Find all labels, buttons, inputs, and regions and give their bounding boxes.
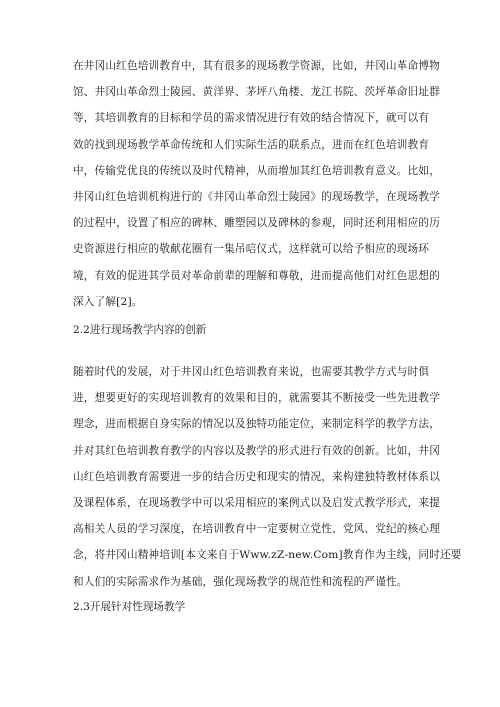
- text-line: 并对其红色培训教育教学的内容以及教学的形式进行有效的创新。比如，井冈: [73, 444, 440, 457]
- text-line: 及课程体系，在现场教学中可以采用相应的案例式以及启发式教学形式，来提: [73, 496, 440, 509]
- text-line: 馆、井冈山革命烈士陵园、黄洋界、茅坪八角楼、龙江书院、茨坪革命旧址群: [73, 86, 440, 99]
- text-line: 念，将井冈山精神培训[本文来自于Www.zZ-new.Com]教育作为主线，同时还要: [73, 549, 462, 562]
- text-line: 深入了解[2]。: [73, 295, 143, 308]
- text-line: 随着时代的发展，对于井冈山红色培训教育来说，也需要其教学方式与时俱: [73, 366, 430, 378]
- text-line: 理念，进而根据自身实际的情况以及独特功能定位，来制定科学的教学方法，: [73, 418, 440, 431]
- text-line: 高相关人员的学习深度，在培训教育中一定要树立党性、党风、党纪的核心理: [73, 523, 440, 536]
- text-line: 和人们的实际需求作为基础，强化现场教学的规范性和流程的严谨性。: [73, 575, 408, 588]
- section-heading-2-2: 2.2进行现场教学内容的创新: [73, 324, 207, 336]
- text-line: 等，其培训教育的目标和学员的需求情况进行有效的结合情况下，就可以有: [73, 112, 430, 125]
- body-paragraph-1: [73, 53, 440, 315]
- body-paragraph-2: [73, 359, 462, 595]
- text-line: 境，有效的促进其学员对革命前辈的理解和尊敬，进而提高他们对红色思想的: [73, 269, 440, 282]
- section-heading-2-3: 2.3开展针对性现场教学: [73, 601, 186, 613]
- text-line: 的过程中，设置了相应的碑林、雕塑园以及碑林的参观，同时还利用相应的历: [73, 217, 440, 230]
- text-line: 中，传输党优良的传统以及时代精神，从而增加其红色培训教育意义。比如，: [73, 164, 440, 177]
- text-line: 效的找到现场教学革命传统和人们实际生活的联系点，进而在红色培训教育: [73, 138, 430, 151]
- text-line: 进，想要更好的实现培训教育的效果和目的，就需要其不断接受一些先进教学: [73, 392, 440, 405]
- text-line: 在井冈山红色培训教育中，其有很多的现场教学资源，比如，井冈山革命博物: [73, 60, 440, 72]
- text-line: 史资源进行相应的敬献花圈有一集吊唁仪式，这样就可以给予相应的现场环: [73, 243, 430, 256]
- text-line: 井冈山红色培训机构进行的《井冈山革命烈士陵园》的现场教学，在现场教学: [73, 190, 440, 203]
- text-line: 山红色培训教育需要进一步的结合历史和现实的情况，来构建独特教材体系以: [73, 470, 440, 483]
